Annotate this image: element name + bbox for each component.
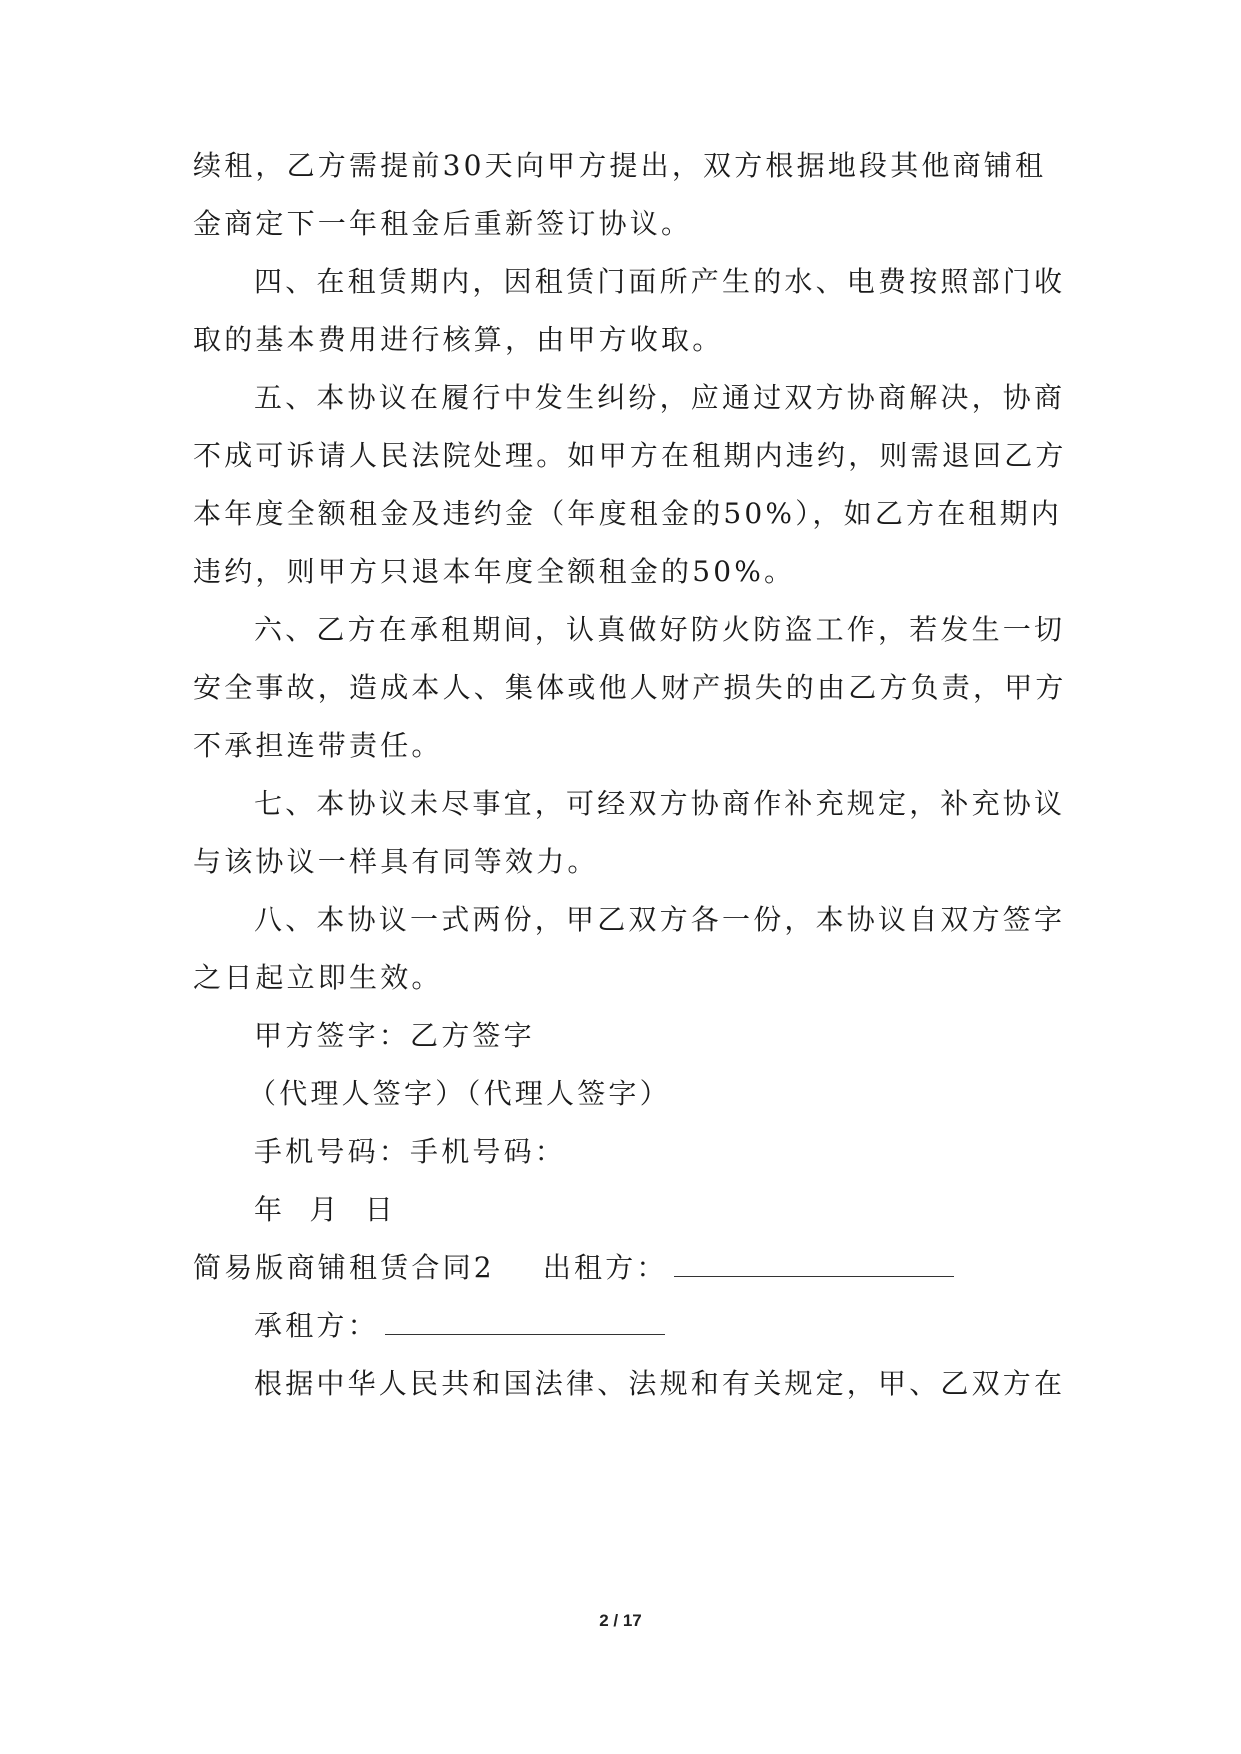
text-line: 本年度全额租金及违约金（年度租金的50%），如乙方在租期内 — [193, 497, 1063, 530]
text-line: 取的基本费用进行核算，由甲方收取。 — [193, 323, 724, 356]
date-line: 年 月 日 — [254, 1193, 397, 1226]
lessee-blank — [385, 1308, 665, 1335]
clause-five: 五、本协议在履行中发生纠纷，应通过双方协商解决，协商 — [254, 381, 1066, 414]
lessor-label: 出租方： — [542, 1251, 668, 1284]
clause-seven: 七、本协议未尽事宜，可经双方协商作补充规定，补充协议 — [254, 787, 1066, 820]
text-line: 违约，则甲方只退本年度全额租金的50%。 — [193, 555, 796, 588]
text-line: 金商定下一年租金后重新签订协议。 — [193, 207, 693, 240]
lessee-label: 承租方： — [254, 1309, 379, 1342]
clause-six: 六、乙方在承租期间，认真做好防火防盗工作，若发生一切 — [254, 613, 1066, 646]
page-number: 2 / 17 — [599, 1611, 642, 1630]
text-line: 不成可诉请人民法院处理。如甲方在租期内违约，则需退回乙方 — [193, 439, 1067, 472]
contract2-title: 简易版商铺租赁合同2 — [193, 1251, 495, 1284]
signature-line: 甲方签字：乙方签字 — [254, 1019, 535, 1052]
clause-eight: 八、本协议一式两份，甲乙双方各一份，本协议自双方签字 — [254, 903, 1066, 936]
text-line: 安全事故，造成本人、集体或他人财产损失的由乙方负责，甲方 — [193, 671, 1067, 704]
text-line: 之日起立即生效。 — [193, 961, 443, 994]
text-line: 根据中华人民共和国法律、法规和有关规定，甲、乙双方在 — [254, 1367, 1066, 1400]
lessee-line — [254, 1306, 665, 1346]
contract2-header — [193, 1248, 954, 1288]
text-line: 续租，乙方需提前30天向甲方提出，双方根据地段其他商铺租 — [193, 149, 1047, 182]
lessor-blank — [674, 1250, 954, 1277]
clause-four: 四、在租赁期内，因租赁门面所产生的水、电费按照部门收 — [254, 265, 1066, 298]
phone-line: 手机号码：手机号码： — [254, 1135, 567, 1168]
text-line: 与该协议一样具有同等效力。 — [193, 845, 599, 878]
agent-signature-line: （代理人签字）（代理人签字） — [248, 1077, 671, 1110]
text-line: 不承担连带责任。 — [193, 729, 443, 762]
